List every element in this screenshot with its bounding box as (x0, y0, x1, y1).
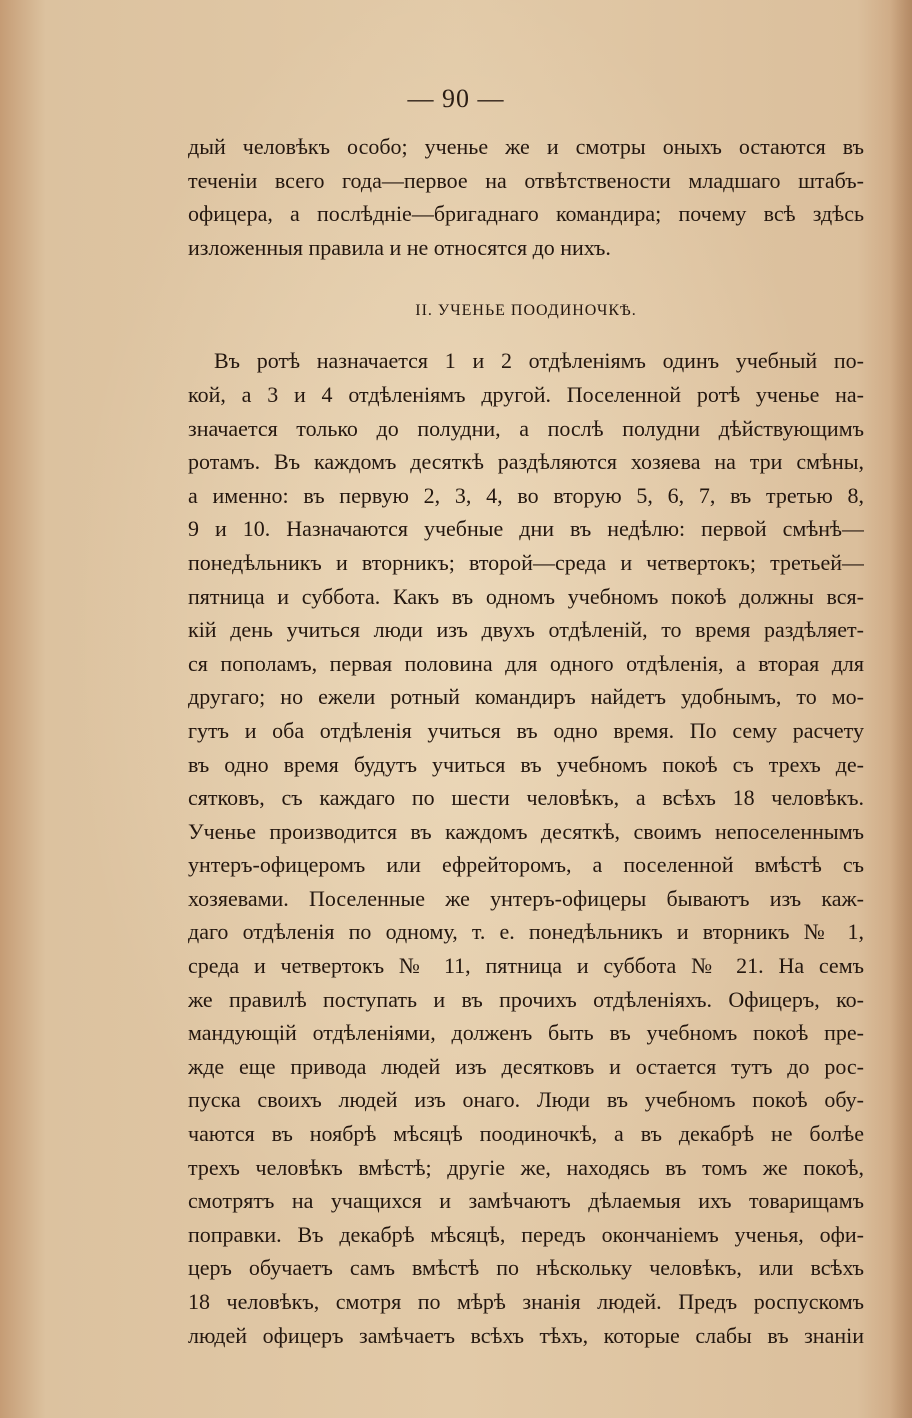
text-line: же правилѣ поступать и въ прочихъ отдѣленіяхъ. Офицеръ, ко- (188, 986, 864, 1012)
paragraph-main (188, 344, 864, 1352)
text-line: Въ ротѣ назначается 1 и 2 отдѣленіямъ одинъ учебный по- (214, 348, 864, 374)
text-line: теченіи всего года—первое на отвѣтствености младшаго штабъ- (188, 167, 864, 193)
text-line: офицера, а послѣдніе—бригаднаго командира; почему всѣ здѣсь (188, 201, 864, 227)
text-line: пятница и суббота. Какъ въ одномъ учебномъ покоѣ должны вся- (188, 583, 864, 609)
text-line: церъ обучаетъ самъ вмѣстѣ по нѣскольку человѣкъ, или всѣхъ (188, 1255, 864, 1281)
text-line: трехъ человѣкъ вмѣстѣ; другіе же, находясь въ томъ же покоѣ, (188, 1154, 864, 1180)
text-line: чаются въ ноябрѣ мѣсяцѣ поодиночкѣ, а въ декабрѣ не болѣе (188, 1121, 864, 1147)
text-line: людей офицеръ замѣчаетъ всѣхъ тѣхъ, которые слабы въ знаніи (188, 1322, 864, 1348)
text-line: ся пополамъ, первая половина для одного отдѣленія, а вторая для (188, 650, 864, 676)
section-heading: II. УЧЕНЬЕ ПООДИНОЧКѢ. (415, 302, 637, 320)
text-line: кой, а 3 и 4 отдѣленіямъ другой. Поселенной ротѣ ученье на- (188, 381, 864, 407)
text-line: другаго; но ежели ротный командиръ найдетъ удобнымъ, то мо- (188, 684, 864, 710)
paragraph-intro (188, 130, 864, 264)
text-line: изложенныя правила и не относятся до нихъ. (188, 234, 611, 260)
page-number: — 90 — (407, 84, 505, 113)
text-line: унтеръ-офицеромъ или ефрейторомъ, а поселенной вмѣстѣ съ (188, 852, 864, 878)
text-line: гутъ и оба отдѣленія учиться въ одно время. По сему расчету (188, 717, 864, 743)
text-line: даго отдѣленія по одному, т. е. понедѣльникъ и вторникъ № 1, (188, 919, 864, 945)
page-body (188, 130, 864, 1352)
text-line: сятковъ, съ каждаго по шести человѣкъ, а всѣхъ 18 человѣкъ. (188, 785, 864, 811)
text-line: 9 и 10. Назначаются учебные дни въ недѣлю: первой смѣнѣ— (188, 516, 864, 542)
text-line: пуска своихъ людей изъ онаго. Люди въ учебномъ покоѣ обу- (188, 1087, 864, 1113)
text-line: кій день учиться люди изъ двухъ отдѣленій, то время раздѣляет- (188, 617, 864, 643)
text-line: понедѣльникъ и вторникъ; второй—среда и четвертокъ; третьей— (188, 549, 864, 575)
text-line: въ одно время будутъ учиться въ учебномъ покоѣ съ трехъ де- (188, 751, 864, 777)
text-line: мандующій отдѣленіями, долженъ быть въ учебномъ покоѣ пре- (188, 1020, 864, 1046)
text-line: смотрятъ на учащихся и замѣчаютъ дѣлаемыя ихъ товарищамъ (188, 1188, 864, 1214)
text-line: ротамъ. Въ каждомъ десяткѣ раздѣляются хозяева на три смѣны, (188, 449, 864, 475)
text-line: 18 человѣкъ, смотря по мѣрѣ знанія людей. Предъ роспускомъ (188, 1289, 864, 1314)
text-line: среда и четвертокъ № 11, пятница и суббота № 21. На семъ (188, 953, 864, 979)
text-line: а именно: въ первую 2, 3, 4, во вторую 5, 6, 7, въ третью 8, (188, 482, 864, 508)
text-line: Ученье производится въ каждомъ десяткѣ, своимъ непоселеннымъ (188, 818, 864, 844)
text-line: поправки. Въ декабрѣ мѣсяцѣ, передъ окончаніемъ ученья, офи- (188, 1221, 864, 1247)
text-line: жде еще привода людей изъ десятковъ и остается тутъ до рос- (188, 1053, 864, 1079)
text-line: дый человѣкъ особо; ученье же и смотры оныхъ остаются въ (188, 134, 864, 159)
text-line: хозяевами. Поселенные же унтеръ-офицеры бываютъ изъ каж- (188, 885, 864, 911)
text-line: значается только до полудни, а послѣ полудни дѣйствующимъ (188, 415, 864, 441)
